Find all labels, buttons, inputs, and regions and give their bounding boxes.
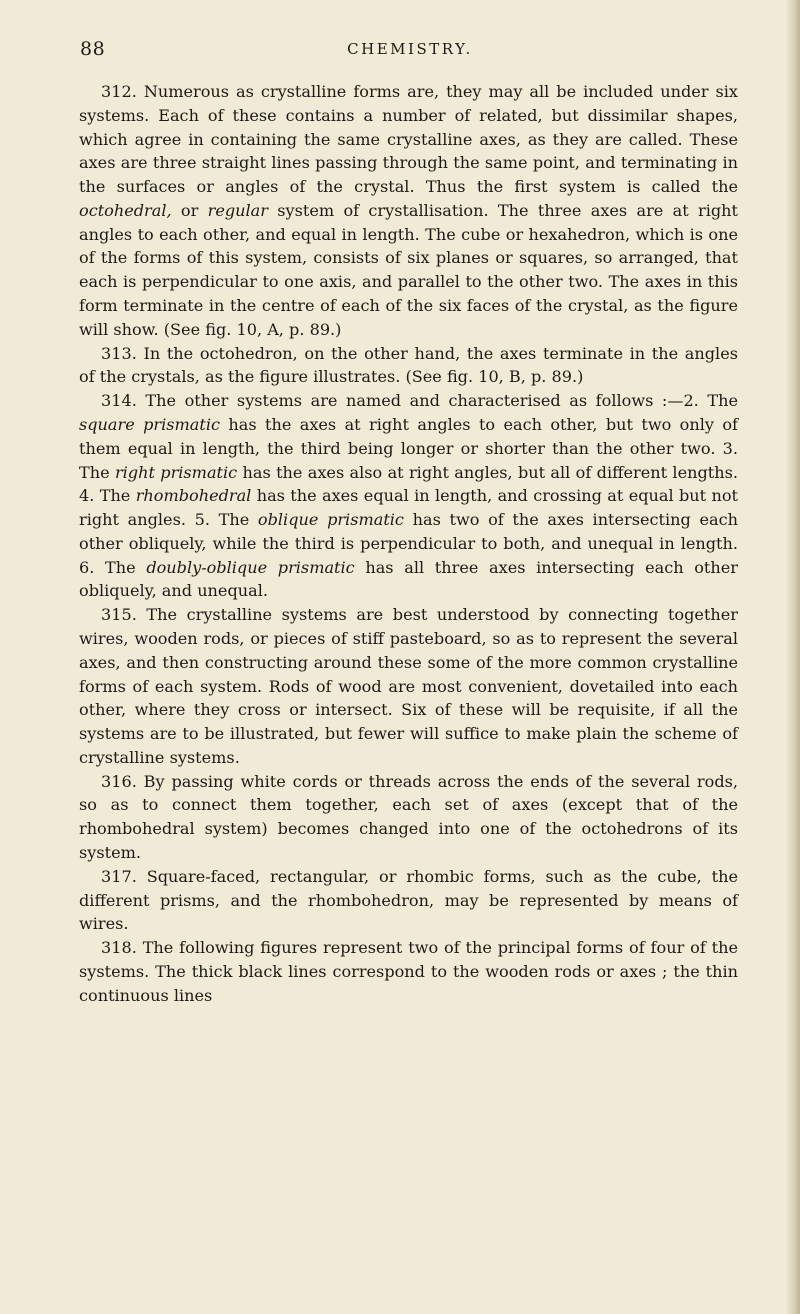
- running-title: CHEMISTRY.: [347, 40, 473, 58]
- paragraph-317: 317. Square-faced, rectangular, or rhombic forms, such as the cube, the different prisms, and the rhombohedron, may be represented by means of wires.: [79, 866, 738, 934]
- paragraph-312: 312. Numerous as crystalline forms are, they may all be included under six systems. Each of these contains a number of related, but dissimilar shapes, which agree in containing the same crystalline axes, as they are called. These axes are three straight lines passing through the same point, and terminating in the surfaces or angles of the crystal. Thus the first system is called the octohedral, or regular system of crystallisation. The three axes are at right angles to each other, and equal in length. The cube or hexahedron, which is one of the forms of this system, consists of six planes or squares, so arranged, that each is perpendicular to one axis, and parallel to the other two. The axes in this form terminate in the centre of each of the six faces of the crystal, as the figure will show. (See fig. 10, A, p. 89.): [79, 82, 738, 339]
- page-number: 88: [80, 38, 106, 60]
- paragraph-318: 318. The following figures represent two of the principal forms of four of the systems. The thick black lines correspond to the wooden rods or axes ; the thin continuous lines: [79, 938, 738, 1005]
- paragraph-313: 313. In the octohedron, on the other hand, the axes terminate in the angles of the crystals, as the figure illustrates. (See fig. 10, B, p. 89.): [79, 343, 738, 387]
- paragraph-316: 316. By passing white cords or threads across the ends of the several rods, so as to connect them together, each set of axes (except that of the rhombohedral system) becomes changed into one of the octohedrons of its system.: [79, 771, 738, 862]
- page-edge: [786, 0, 800, 1314]
- page-header: [80, 38, 740, 62]
- paragraph-315: 315. The crystalline systems are best understood by connecting together wires, wooden rods, or pieces of stiff pasteboard, so as to represent the several axes, and then constructing around these some of the more common crystalline forms of each system. Rods of wood are most convenient, dovetailed into each other, where they cross or intersect. Six of these will be requisite, if all the systems are to be illustrated, but fewer will suffice to make plain the scheme of crystalline systems.: [79, 605, 738, 767]
- body-text: [79, 80, 738, 1007]
- paragraph-314: 314. The other systems are named and characterised as follows :—2. The square prismatic has the axes at right angles to each other, but two only of them equal in length, the third being longer or shorter than the other two. 3. The right prismatic has the axes also at right angles, but all of different lengths. 4. The rhombohedral has the axes equal in length, and crossing at equal but not right angles. 5. The oblique prismatic has two of the axes intersecting each other obliquely, while the third is perpendicular to both, and unequal in length. 6. The doubly-oblique prismatic has all three axes intersecting each other obliquely, and unequal.: [79, 391, 739, 601]
